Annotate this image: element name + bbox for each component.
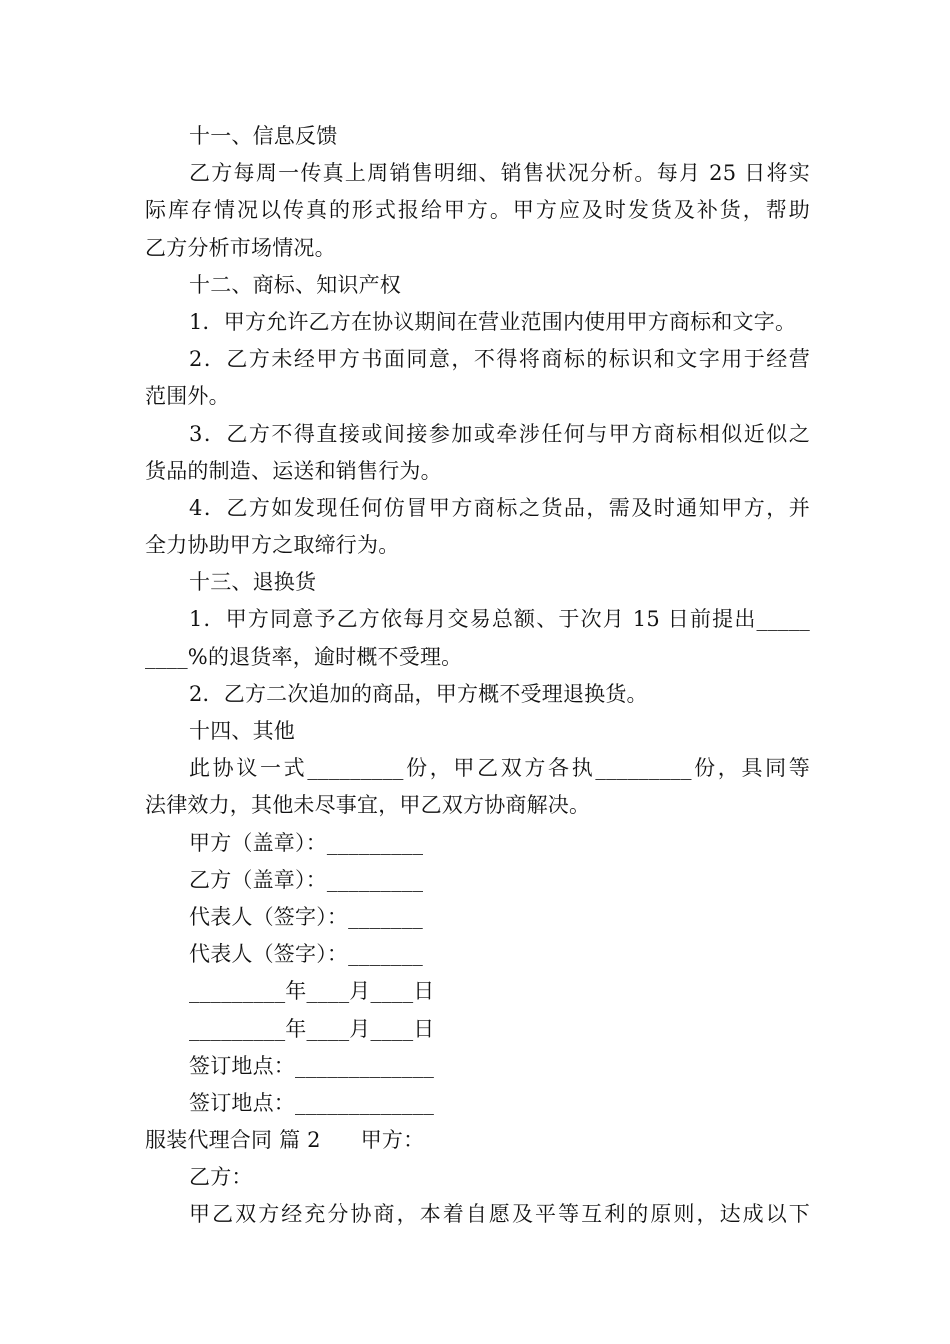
clause-line: 1．甲方允许乙方在协议期间在营业范围内使用甲方商标和文字。 [189, 309, 797, 334]
paragraph-line: 乙方每周一传真上周销售明细、销售状况分析。每月 25 日将实 [189, 161, 810, 186]
signature-place: 签订地点：_____________ [189, 1090, 435, 1115]
signature-date: _________年____月____日 [189, 979, 435, 1004]
signature-party-b-seal: 乙方（盖章）：_________ [189, 867, 424, 892]
signature-representative: 代表人（签字）：_______ [189, 942, 423, 967]
contract2-party-a: 甲方： [360, 1128, 425, 1153]
clause-line: 1．甲方同意予乙方依每月交易总额、于次月 15 日前提出_____ [189, 607, 810, 632]
contract2-title: 服装代理合同 篇 2 [145, 1128, 321, 1153]
signature-representative: 代表人（签字）：_______ [189, 904, 423, 929]
signature-place: 签订地点：_____________ [189, 1053, 435, 1078]
section-heading-other: 十四、其他 [189, 719, 295, 743]
paragraph-line: 乙方分析市场情况。 [145, 235, 336, 260]
signature-date: _________年____月____日 [189, 1016, 435, 1041]
clause-line: 3．乙方不得直接或间接参加或牵涉任何与甲方商标相似近似之 [189, 421, 810, 446]
section-heading-returns: 十三、退换货 [189, 570, 317, 595]
signature-party-a-seal: 甲方（盖章）：_________ [189, 830, 424, 855]
document-body [145, 118, 810, 1234]
clause-line: 全力协助甲方之取缔行为。 [145, 533, 400, 558]
clause-line: 2．乙方二次追加的商品，甲方概不受理退换货。 [189, 681, 648, 706]
clause-line: 货品的制造、运送和销售行为。 [145, 458, 442, 483]
paragraph-line: 此协议一式_________份，甲乙双方各执_________份，具同等 [189, 756, 810, 781]
contract2-party-b: 乙方： [189, 1165, 253, 1190]
clause-line: ____%的退货率，逾时概不受理。 [145, 644, 463, 669]
clause-line: 范围外。 [145, 384, 230, 409]
section-heading-info-feedback: 十一、信息反馈 [189, 124, 338, 148]
contract2-heading-line [145, 1122, 810, 1159]
clause-line: 2．乙方未经甲方书面同意，不得将商标的标识和文字用于经营 [189, 347, 810, 372]
contract2-intro: 甲乙双方经充分协商，本着自愿及平等互利的原则，达成以下 [189, 1202, 810, 1227]
clause-line: 4．乙方如发现任何仿冒甲方商标之货品，需及时通知甲方，并 [189, 495, 810, 520]
paragraph-line: 法律效力，其他未尽事宜，甲乙双方协商解决。 [145, 793, 591, 818]
paragraph-line: 际库存情况以传真的形式报给甲方。甲方应及时发货及补货，帮助 [145, 198, 810, 223]
section-heading-trademark: 十二、商标、知识产权 [189, 272, 401, 297]
